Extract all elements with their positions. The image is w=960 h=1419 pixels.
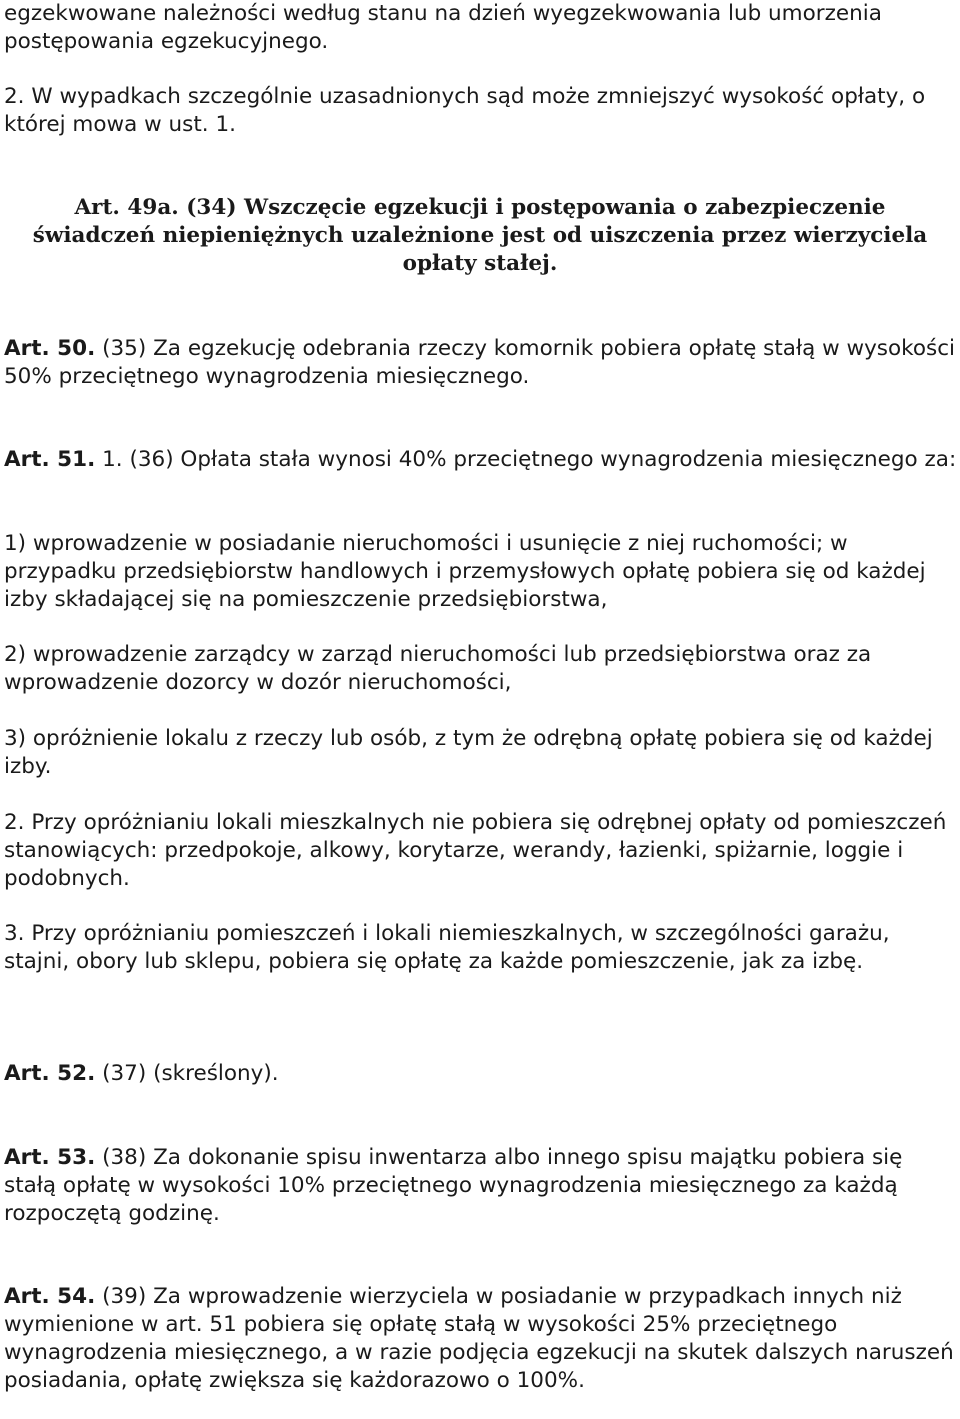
article-52: [4, 1060, 958, 1088]
article-54-label: Art. 54.: [4, 1284, 96, 1309]
article-52-text: (37) (skreślony).: [102, 1061, 279, 1086]
intro-paragraph: egzekwowane należności według stanu na dzień wyegzekwowania lub umorzenia postępowania egzekucyjnego.: [4, 1, 882, 54]
article-53: [4, 1144, 958, 1228]
article-52-label: Art. 52.: [4, 1061, 96, 1086]
article-49a: [10, 194, 950, 278]
article-49a-label: Art. 49a.: [74, 195, 179, 220]
article-54: [4, 1283, 958, 1395]
article-50-label: Art. 50.: [4, 336, 96, 361]
article-51-item-1: 1) wprowadzenie w posiadanie nieruchomości i usunięcie z niej ruchomości; w przypadku przedsiębiorstw handlowych i przemysłowych opłatę pobiera się od każdej izby składającej się na pomieszczenie przedsiębiorstwa,: [4, 531, 926, 612]
article-50-text: (35) Za egzekucję odebrania rzeczy komornik pobiera opłatę stałą w wysokości 50% przeciętnego wynagrodzenia miesięcznego.: [4, 336, 955, 389]
article-51-paragraph-3: 3. Przy opróżnianiu pomieszczeń i lokali niemieszkalnych, w szczególności garażu, stajni, obory lub sklepu, pobiera się opłatę za każde pomieszczenie, jak za izbę.: [4, 921, 890, 974]
article-51-item-2: 2) wprowadzenie zarządcy w zarząd nieruchomości lub przedsiębiorstwa oraz za wprowadzenie dozorcy w dozór nieruchomości,: [4, 642, 872, 695]
article-51-label: Art. 51.: [4, 447, 96, 472]
paragraph-2: 2. W wypadkach szczególnie uzasadnionych sąd może zmniejszyć wysokość opłaty, o której mowa w ust. 1.: [4, 84, 926, 137]
article-54-text: (39) Za wprowadzenie wierzyciela w posiadanie w przypadkach innych niż wymienione w art. 51 pobiera się opłatę stałą w wysokości 25% przeciętnego wynagrodzenia miesięcznego, a w razie podjęcia egzekucji na skutek dalszych naruszeń posiadania, opłatę zwiększa się każdorazowo o 100%.: [4, 1284, 954, 1393]
article-51-paragraph-2: 2. Przy opróżnianiu lokali mieszkalnych nie pobiera się odrębnej opłaty od pomieszczeń stanowiących: przedpokoje, alkowy, korytarze, werandy, łazienki, spiżarnie, loggie i podobnych.: [4, 810, 947, 891]
article-51-item-3: 3) opróżnienie lokalu z rzeczy lub osób, z tym że odrębną opłatę pobiera się od każdej izby.: [4, 726, 933, 779]
article-50: [4, 335, 958, 391]
article-53-text: (38) Za dokonanie spisu inwentarza albo innego spisu majątku pobiera się stałą opłatę w wysokości 10% przeciętnego wynagrodzenia miesięcznego za każdą rozpoczętą godzinę.: [4, 1145, 903, 1226]
article-51-text: 1. (36) Opłata stała wynosi 40% przeciętnego wynagrodzenia miesięcznego za:: [102, 447, 957, 472]
article-49a-text: (34) Wszczęcie egzekucji i postępowania o zabezpieczenie świadczeń niepieniężnych uzależnione jest od uiszczenia przez wierzyciela opłaty stałej.: [32, 195, 928, 276]
article-51: [4, 446, 958, 474]
article-53-label: Art. 53.: [4, 1145, 96, 1170]
